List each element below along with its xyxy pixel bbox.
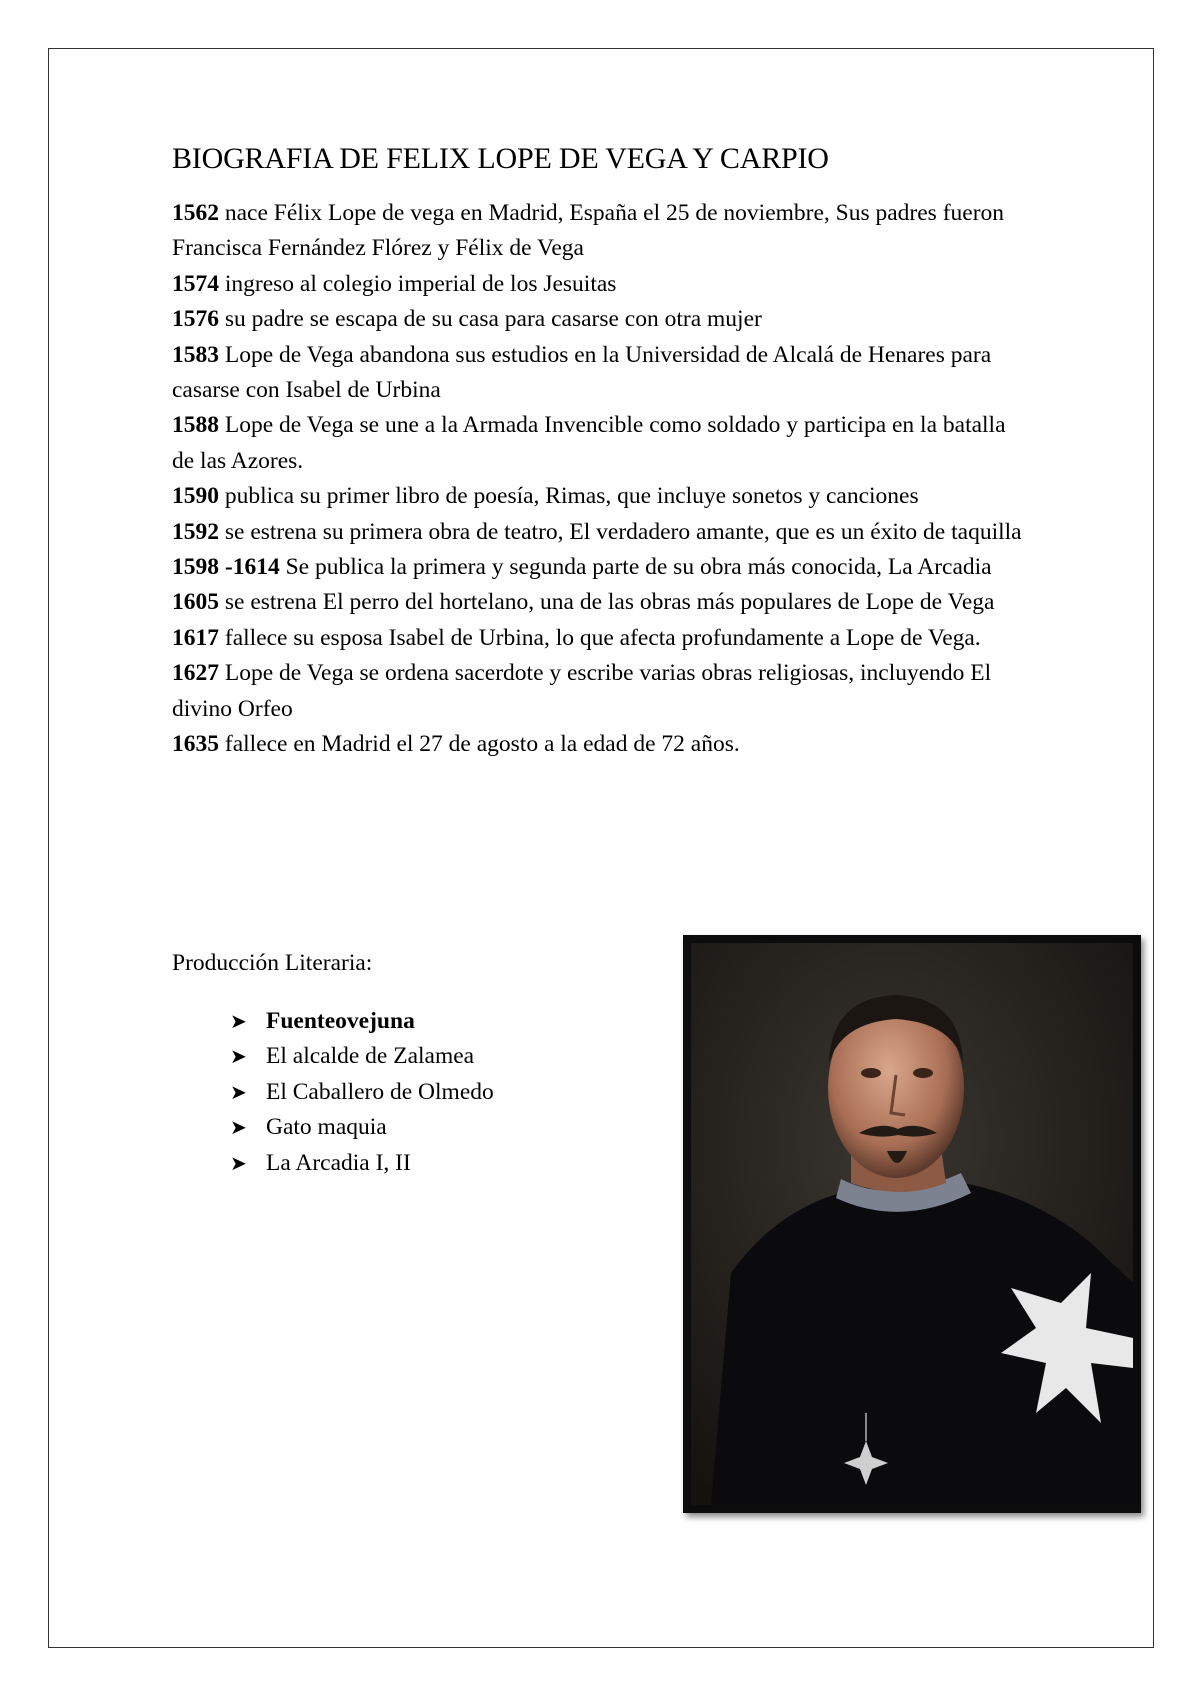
timeline-year: 1635 (172, 731, 219, 758)
page-title: BIOGRAFIA DE FELIX LOPE DE VEGA Y CARPIO (172, 142, 829, 175)
timeline-entry (172, 302, 1032, 337)
arrowhead-bullet-icon: ➤ (230, 1009, 247, 1033)
work-item (230, 1110, 494, 1145)
work-title: El alcalde de Zalamea (266, 1043, 475, 1070)
arrowhead-bullet-icon: ➤ (230, 1115, 247, 1140)
arrowhead-bullet-icon: ➤ (230, 1044, 247, 1069)
timeline-entry (172, 408, 1032, 479)
timeline-entry (172, 550, 1032, 585)
timeline-year: 1627 (172, 660, 219, 687)
timeline-entry (172, 479, 1032, 514)
timeline-entry (172, 267, 1032, 302)
timeline-text: Se publica la primera y segunda parte de su obra más conocida, La Arcadia (279, 554, 992, 581)
works-list (230, 1004, 494, 1181)
timeline-year: 1617 (172, 624, 219, 651)
timeline-list (172, 196, 1032, 763)
timeline-text: ingreso al colegio imperial de los Jesuitas (219, 270, 617, 297)
timeline-text: Lope de Vega se une a la Armada Invencible como soldado y participa en la batalla de las Azores. (172, 412, 1006, 474)
timeline-year: 1574 (172, 270, 219, 297)
timeline-entry (172, 196, 1032, 267)
work-item (230, 1039, 494, 1074)
timeline-text: fallece en Madrid el 27 de agosto a la edad de 72 años. (219, 731, 740, 758)
timeline-text: Lope de Vega se ordena sacerdote y escribe varias obras religiosas, incluyendo El divino Orfeo (172, 660, 992, 722)
timeline-year: 1605 (172, 589, 219, 616)
work-title: Gato maquia (266, 1114, 387, 1141)
work-title: La Arcadia I, II (266, 1149, 411, 1176)
timeline-text: nace Félix Lope de vega en Madrid, España el 25 de noviembre, Sus padres fueron Francisca Fernández Flórez y Félix de Vega (172, 200, 1005, 262)
timeline-text: su padre se escapa de su casa para casarse con otra mujer (219, 306, 762, 333)
timeline-entry (172, 727, 1032, 762)
work-title: El Caballero de Olmedo (266, 1078, 494, 1105)
portrait-painting (691, 943, 1133, 1505)
timeline-year: 1588 (172, 412, 219, 439)
work-item (230, 1075, 494, 1110)
timeline-entry (172, 585, 1032, 620)
work-item (230, 1004, 494, 1039)
timeline-year: 1590 (172, 483, 219, 510)
timeline-text: fallece su esposa Isabel de Urbina, lo que afecta profundamente a Lope de Vega. (219, 624, 981, 651)
timeline-year: 1598 -1614 (172, 554, 280, 581)
timeline-text: Lope de Vega abandona sus estudios en la Universidad de Alcalá de Henares para casarse con Isabel de Urbina (172, 341, 992, 404)
timeline-entry (172, 621, 1032, 656)
timeline-text: publica su primer libro de poesía, Rimas, que incluye sonetos y canciones (219, 483, 919, 510)
work-item (230, 1146, 494, 1181)
timeline-entry (172, 515, 1032, 550)
timeline-text: se estrena su primera obra de teatro, El verdadero amante, que es un éxito de taquilla (219, 518, 1022, 545)
timeline-year: 1592 (172, 518, 219, 545)
production-heading: Producción Literaria: (172, 950, 373, 976)
portrait-image (683, 935, 1141, 1513)
timeline-text: se estrena El perro del hortelano, una de las obras más populares de Lope de Vega (219, 589, 995, 616)
arrowhead-bullet-icon: ➤ (230, 1150, 247, 1175)
timeline-entry (172, 656, 1032, 727)
timeline-year: 1562 (172, 200, 219, 226)
arrowhead-bullet-icon: ➤ (230, 1079, 247, 1104)
timeline-year: 1576 (172, 306, 219, 333)
timeline-entry (172, 338, 1032, 409)
timeline-year: 1583 (172, 341, 219, 368)
work-title: Fuenteovejuna (266, 1008, 415, 1034)
